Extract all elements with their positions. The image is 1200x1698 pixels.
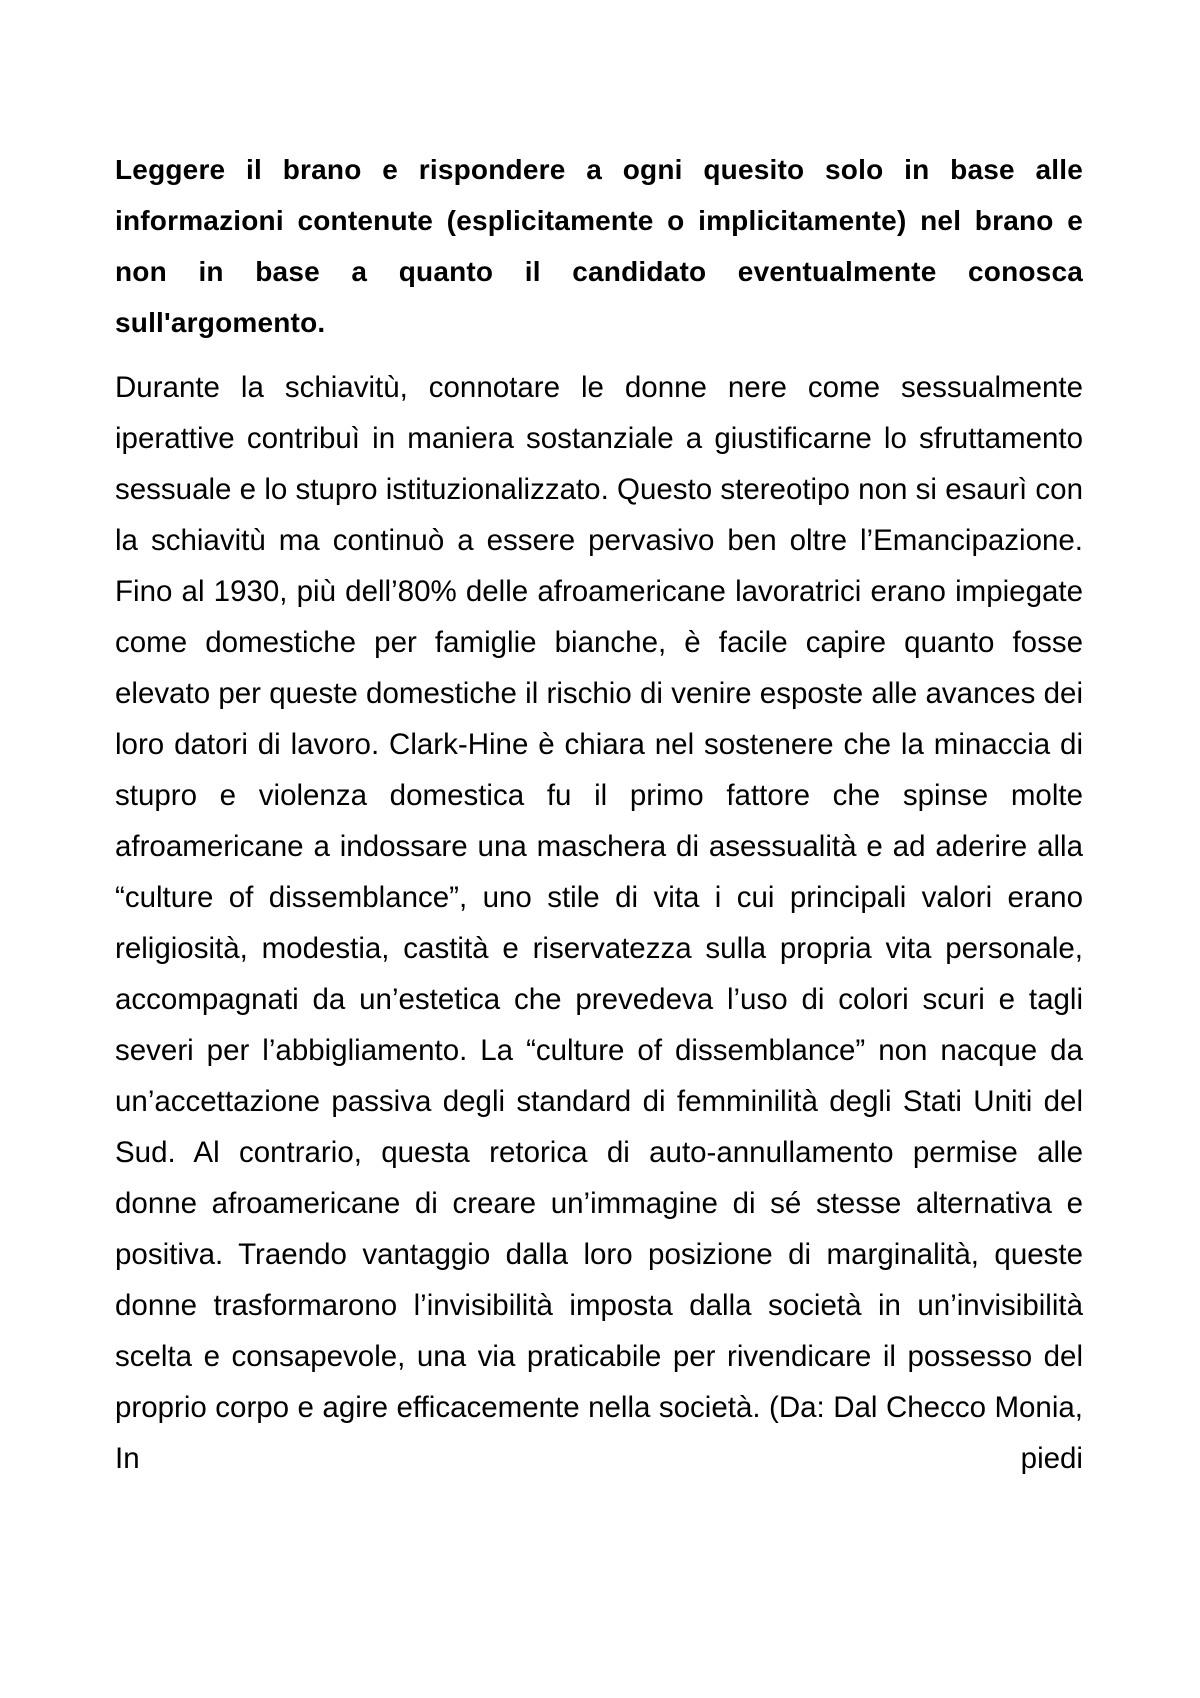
instructions-paragraph: Leggere il brano e rispondere a ogni quesito solo in base alle informazioni contenute (esplicitamente o implicitamente) nel brano e non in base a quanto il candidato eventualmente conosca sull'argomento. (115, 154, 1083, 338)
passage-paragraph: Durante la schiavitù, connotare le donne nere come sessualmente iperattive contribuì in maniera sostanziale a giustificarne lo sfruttamento sessuale e lo stupro istituzionalizzato. Questo stereotipo non si esaurì con la schiavitù ma continuò a essere pervasivo ben oltre l’Emancipazione. Fino al 1930, più dell’80% delle afroamericane lavoratrici erano impiegate come domestiche per famiglie bianche, è facile capire quanto fosse elevato per queste domestiche il rischio di venire esposte alle avances dei loro datori di lavoro. Clark-Hine è chiara nel sostenere che la minaccia di stupro e violenza domestica fu il primo fattore che spinse molte afroamericane a indossare una maschera di asessualità e ad aderire alla “culture of dissemblance”, uno stile di vita i cui principali valori erano religiosità, modestia, castità e riservatezza sulla propria vita personale, accompagnati da un’estetica che prevedeva l’uso di colori scuri e tagli severi per l’abbigliamento. La “culture of dissemblance” non nacque da un’accettazione passiva degli standard di femminilità degli Stati Uniti del Sud. Al contrario, questa retorica di auto-annullamento permise alle donne afroamericane di creare un’immagine di sé stesse alternativa e positiva. Traendo vantaggio dalla loro posizione di marginalità, queste donne trasformarono l’invisibilità imposta dalla società in un’invisibilità scelta e consapevole, una via praticabile per rivendicare il possesso del proprio corpo e agire efficacemente nella società. (Da: Dal Checco Monia, In piedi (115, 371, 1083, 1475)
document-content (115, 144, 1083, 1484)
